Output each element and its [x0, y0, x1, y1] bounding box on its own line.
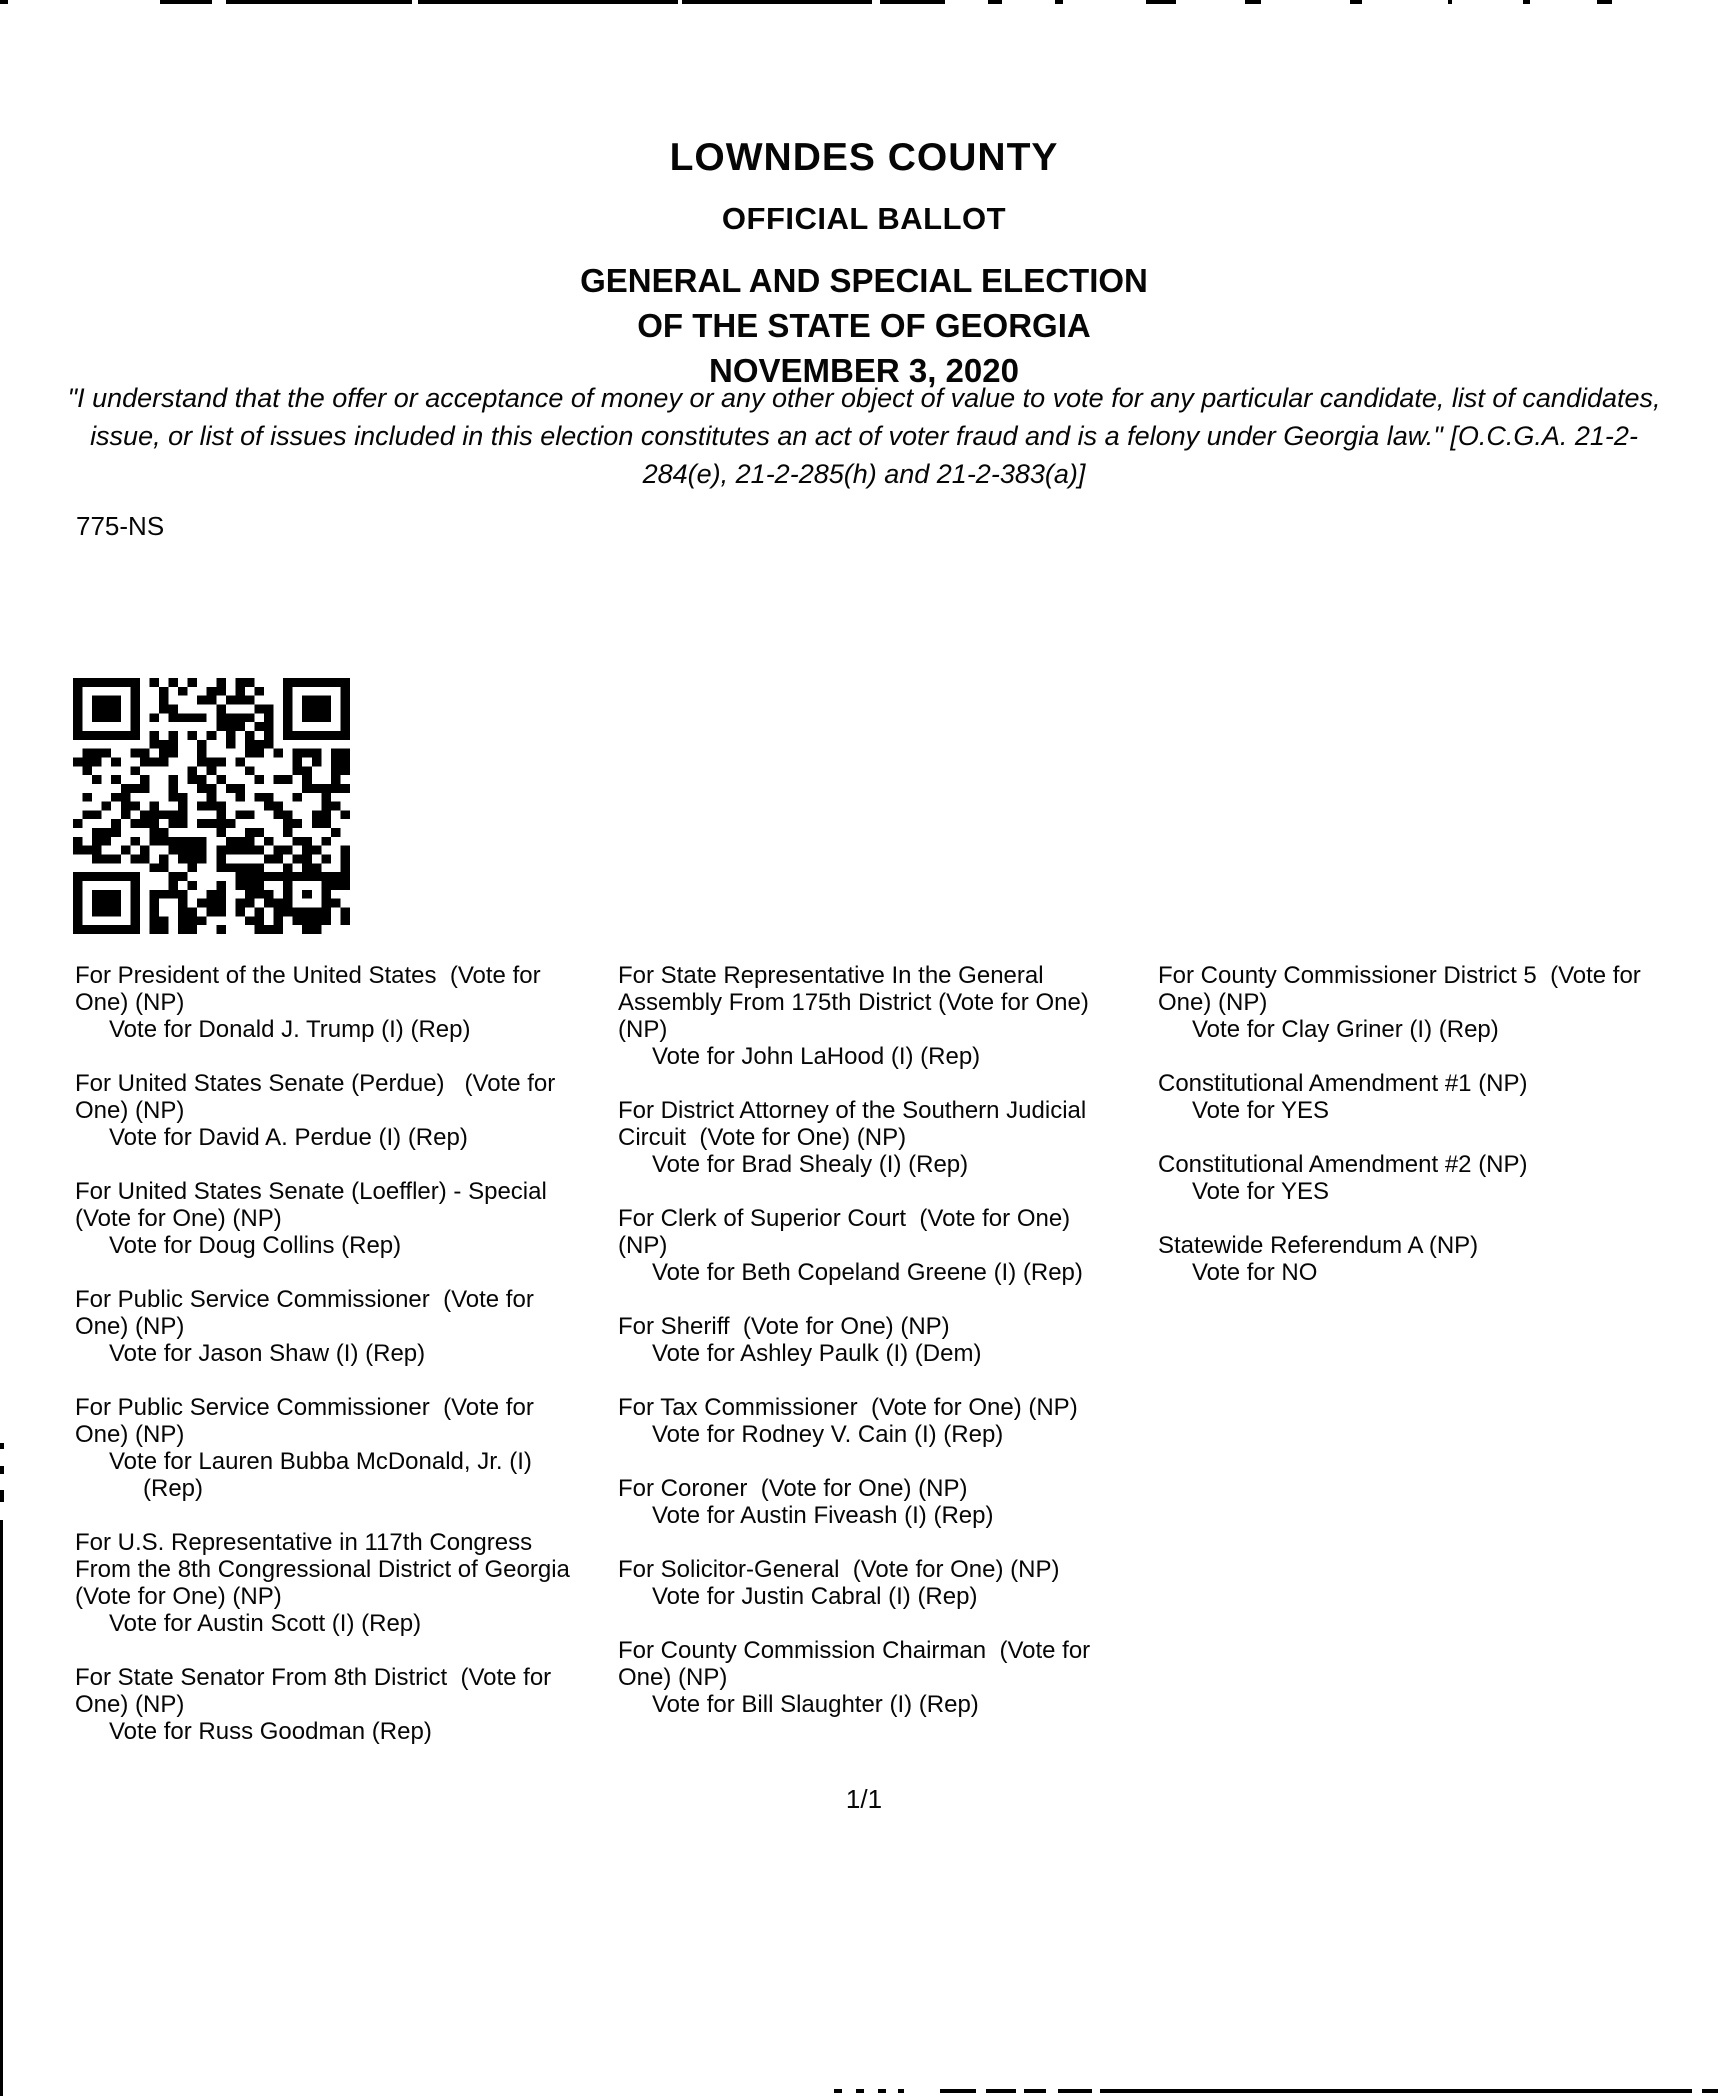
contest: [618, 1313, 1118, 1367]
contest-office-title: For Sheriff (Vote for One) (NP): [618, 1313, 950, 1340]
contest: [618, 1097, 1118, 1178]
contest-office-title: For Solicitor-General (Vote for One) (NP): [618, 1556, 1060, 1583]
contest-office-title: Constitutional Amendment #2 (NP): [1158, 1151, 1528, 1178]
contest-office-title: For President of the United States (Vote for One) (NP): [75, 962, 548, 1016]
contest: [75, 962, 575, 1043]
county-title: LOWNDES COUNTY: [669, 136, 1059, 179]
contest-office-title: For U.S. Representative in 117th Congress From the 8th Congressional District of Georgia (Vote for One) (NP): [75, 1529, 577, 1610]
ballot-column-3: [1158, 962, 1678, 1313]
scan-artifact-dash: [834, 2089, 842, 2093]
page-number: 1/1: [845, 1784, 883, 1814]
contest-office-title: For United States Senate (Loeffler) - Special (Vote for One) (NP): [75, 1178, 561, 1232]
contest-office-title: For State Senator From 8th District (Vote for One) (NP): [75, 1664, 558, 1718]
contest-vote-selection: Vote for Justin Cabral (I) (Rep): [652, 1583, 978, 1610]
ballot-column-1: [75, 962, 575, 1772]
scan-artifact-left-dash: [0, 1466, 4, 1474]
contest-vote-selection: Vote for Rodney V. Cain (I) (Rep): [652, 1421, 1004, 1448]
scan-artifact-dash: [878, 2089, 886, 2093]
contest-office-title: For Public Service Commissioner (Vote for One) (NP): [75, 1394, 541, 1448]
ballot-header: [0, 136, 1728, 390]
contest-vote-selection: Vote for Doug Collins (Rep): [109, 1232, 402, 1259]
contest-vote-selection: Vote for NO: [1192, 1259, 1318, 1286]
contest-vote-selection: Vote for Donald J. Trump (I) (Rep): [109, 1016, 471, 1043]
contest-office-title: For District Attorney of the Southern Judicial Circuit (Vote for One) (NP): [618, 1097, 1093, 1151]
contest-vote-selection: Vote for Jason Shaw (I) (Rep): [109, 1340, 426, 1367]
scan-artifact-dash: [226, 0, 412, 4]
contest: [75, 1529, 575, 1637]
scan-artifact-dash: [1245, 0, 1261, 4]
contest-vote-selection: Vote for Ashley Paulk (I) (Dem): [652, 1340, 982, 1367]
contest: [75, 1178, 575, 1259]
scan-artifact-dash: [1702, 2089, 1718, 2093]
contest-office-title: For Clerk of Superior Court (Vote for One) (NP): [618, 1205, 1077, 1259]
scan-artifact-dash: [1597, 0, 1612, 4]
contest: [75, 1070, 575, 1151]
scan-artifact-dash: [1146, 0, 1176, 4]
contest-office-title: For State Representative In the General Assembly From 175th District (Vote for One) (NP): [618, 962, 1096, 1043]
contest-office-title: For United States Senate (Perdue) (Vote for One) (NP): [75, 1070, 562, 1124]
contest-office-title: For County Commission Chairman (Vote for One) (NP): [618, 1637, 1097, 1691]
contest-vote-selection: Vote for YES: [1192, 1178, 1329, 1205]
scan-artifact-dash: [1523, 0, 1530, 4]
scan-artifact-left-dash: [0, 1490, 4, 1502]
contest-office-title: Statewide Referendum A (NP): [1158, 1232, 1479, 1259]
election-name-line2: OF THE STATE OF GEORGIA: [637, 307, 1091, 344]
contest-vote-selection: Vote for John LaHood (I) (Rep): [652, 1043, 981, 1070]
election-name-line1: GENERAL AND SPECIAL ELECTION: [580, 262, 1148, 299]
scan-artifact-dash: [1055, 0, 1063, 4]
contest-office-title: For Coroner (Vote for One) (NP): [618, 1475, 968, 1502]
contest: [75, 1394, 575, 1502]
scan-artifact-dash: [1058, 2089, 1092, 2093]
contest-vote-selection: Vote for David A. Perdue (I) (Rep): [109, 1124, 468, 1151]
contest-vote-selection: Vote for Lauren Bubba McDonald, Jr. (I) (Rep): [109, 1448, 539, 1502]
contest: [75, 1286, 575, 1367]
ballot-style-code: 775-NS: [76, 511, 165, 541]
contest-vote-selection: Vote for Beth Copeland Greene (I) (Rep): [652, 1259, 1083, 1286]
scan-artifact-dash: [0, 0, 8, 4]
contest: [618, 1475, 1118, 1529]
scan-artifact-dash: [856, 2089, 864, 2093]
scan-artifact-dash: [1100, 2089, 1692, 2093]
scan-artifact-left-dash: [0, 1443, 4, 1449]
contest: [1158, 1151, 1678, 1205]
contest-vote-selection: Vote for Russ Goodman (Rep): [109, 1718, 432, 1745]
contest-vote-selection: Vote for Brad Shealy (I) (Rep): [652, 1151, 969, 1178]
scan-artifact-dash: [1350, 0, 1362, 4]
voter-fraud-notice: "I understand that the offer or acceptance of money or any other object of value to vote for any particular candidate, list of candidates, issue, or list of issues included in this election constitutes an act of voter fraud and is a felony under Georgia law." [O.C.G.A. 21-2-284(e), 21-2-285(h) and 21-2-383(a)]: [67, 383, 1661, 489]
contest-office-title: For Tax Commissioner (Vote for One) (NP): [618, 1394, 1078, 1421]
scan-artifact-dash: [880, 0, 945, 4]
contest-office-title: For County Commissioner District 5 (Vote for One) (NP): [1158, 962, 1648, 1016]
contest: [618, 962, 1118, 1070]
contest: [1158, 1070, 1678, 1124]
contest: [1158, 1232, 1678, 1286]
scan-artifact-dash: [988, 0, 1002, 4]
scan-artifact-dash: [682, 0, 872, 4]
scan-artifact-dash: [1448, 0, 1452, 4]
contest-vote-selection: Vote for Austin Scott (I) (Rep): [109, 1610, 422, 1637]
contest-office-title: For Public Service Commissioner (Vote for One) (NP): [75, 1286, 541, 1340]
scan-artifact-dash: [418, 0, 678, 4]
scan-artifact-dash: [986, 2089, 1016, 2093]
ballot-column-2: [618, 962, 1118, 1745]
contest-vote-selection: Vote for Clay Griner (I) (Rep): [1192, 1016, 1499, 1043]
qr-code-icon: [73, 678, 350, 934]
contest: [618, 1556, 1118, 1610]
scan-artifact-dash: [940, 2089, 976, 2093]
contest-vote-selection: Vote for Austin Fiveash (I) (Rep): [652, 1502, 994, 1529]
contest: [1158, 962, 1678, 1043]
scan-artifact-dash: [160, 0, 212, 4]
contest: [618, 1637, 1118, 1718]
scan-artifact-dash: [898, 2089, 904, 2093]
contest-vote-selection: Vote for Bill Slaughter (I) (Rep): [652, 1691, 979, 1718]
contest-vote-selection: Vote for YES: [1192, 1097, 1329, 1124]
contest: [618, 1394, 1118, 1448]
contest: [75, 1664, 575, 1745]
contest-office-title: Constitutional Amendment #1 (NP): [1158, 1070, 1528, 1097]
contest: [618, 1205, 1118, 1286]
scan-artifact-dash: [1024, 2089, 1046, 2093]
election-date: NOVEMBER 3, 2020: [709, 352, 1019, 389]
official-ballot-title: OFFICIAL BALLOT: [721, 201, 1007, 236]
